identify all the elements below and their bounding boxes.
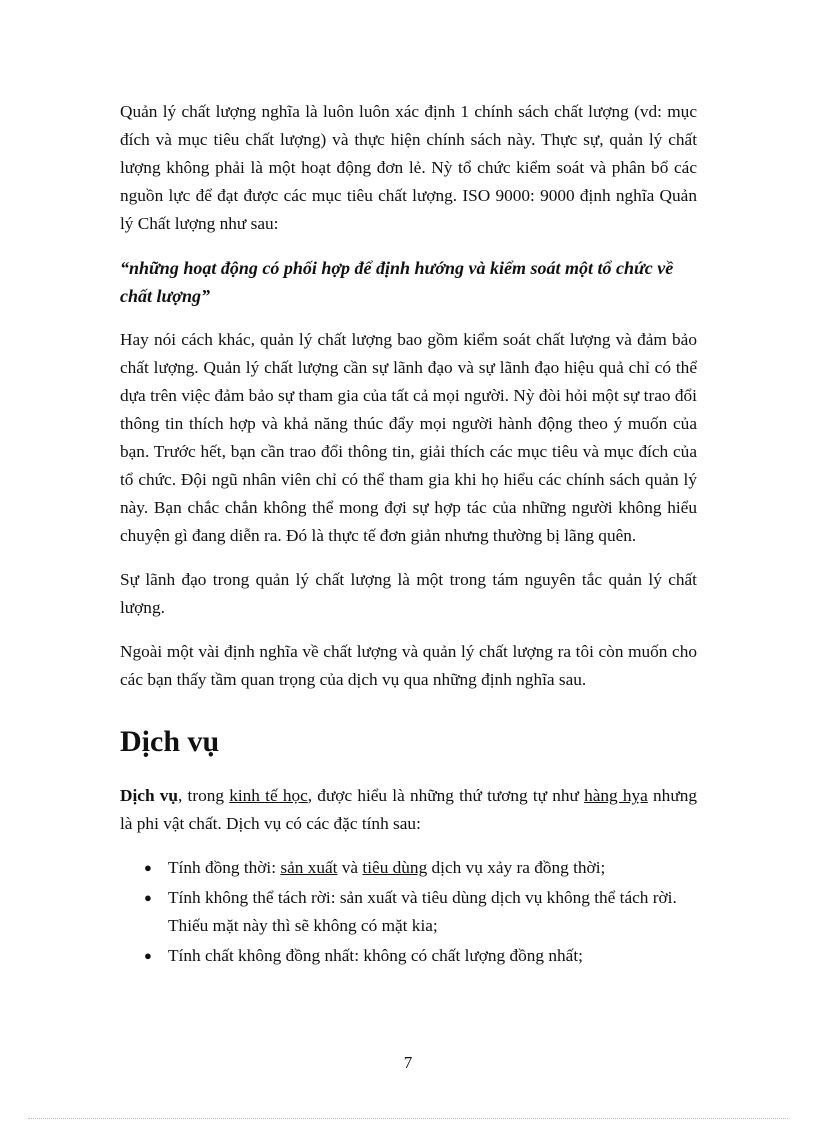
b1-prefix: Tính đồng thời: <box>168 858 281 877</box>
paragraph-quality-management-definition: Quản lý chất lượng nghĩa là luôn luôn xác định 1 chính sách chất lượng (vd: mục đích và mục tiêu chất lượng) và thực hiện chính sách này. Thực sự, quản lý chất lượng không phải là một hoạt động đơn lẻ. Nỳ tổ chức kiểm soát và phân bổ các nguồn lực để đạt được các mục tiêu chất lượng. ISO 9000: 9000 định nghĩa Quản lý Chất lượng như sau: <box>120 102 697 233</box>
bullet-icon: ● <box>144 860 152 875</box>
bullet-icon: ● <box>144 948 152 963</box>
section-heading-services: Dịch vụ <box>120 725 220 758</box>
paragraph-service-importance: Ngoài một vài định nghĩa về chất lượng và quản lý chất lượng ra tôi còn muốn cho các bạn thấy tầm quan trọng của dịch vụ qua những định nghĩa sau. <box>120 642 697 689</box>
list-item <box>120 884 697 940</box>
paragraph-leadership-principle: Sự lãnh đạo trong quản lý chất lượng là một trong tám nguyên tắc quản lý chất lượng. <box>120 570 697 617</box>
intro-text-2: , được hiểu là những thứ tương tự như <box>307 786 585 805</box>
b3-text: Tính chất không đồng nhất: không có chất lượng đồng nhất; <box>168 946 583 965</box>
service-characteristics-list <box>120 854 697 970</box>
footer-divider <box>28 1118 788 1119</box>
link-consumption[interactable]: tiêu dùng <box>362 858 428 877</box>
iso-quote: “những hoạt động có phối hợp để định hướng và kiểm soát một tổ chức về chất lượng” <box>120 258 674 306</box>
paragraph-service-intro <box>120 782 697 838</box>
document-page <box>120 98 697 972</box>
bullet-icon: ● <box>144 890 152 905</box>
term-service: Dịch vụ <box>120 786 179 805</box>
paragraph-quality-leadership: Hay nói cách khác, quản lý chất lượng bao gồm kiểm soát chất lượng và đảm bảo chất lượng. Quản lý chất lượng cần sự lãnh đạo và sự lãnh đạo hiệu quả chỉ có thể dựa trên việc đảm bảo sự tham gia của tất cả mọi người. Nỳ đòi hỏi một sự trao đổi thông tin thích hợp và khả năng thúc đẩy mọi người hành động theo ý muốn của bạn. Trước hết, bạn cần trao đổi thông tin, giải thích các mục tiêu và mục đích của tổ chức. Đội ngũ nhân viên chỉ có thể tham gia khi họ hiểu các chính sách quản lý này. Bạn chắc chắn không thể mong đợi sự hợp tác của những người không hiểu chuyện gì đang diễn ra. Đó là thực tế đơn giản nhưng thường bị lãng quên. <box>120 330 697 545</box>
intro-text-1: , trong <box>178 786 230 805</box>
b1-suffix: dịch vụ xảy ra đồng thời; <box>427 858 606 877</box>
link-goods[interactable]: hàng hỵa <box>584 786 648 805</box>
link-production[interactable]: sản xuất <box>280 858 338 877</box>
list-item <box>120 942 697 970</box>
list-item <box>120 854 697 882</box>
page-number: 7 <box>403 1053 413 1072</box>
b2-text: Tính không thể tách rời: sản xuất và tiêu dùng dịch vụ không thể tách rời. Thiếu mặt này thì sẽ không có mặt kia; <box>168 888 677 935</box>
b1-mid: và <box>337 858 363 877</box>
intro-text-3: nhưng là phi vật chất. Dịch vụ có các đặc tính sau: <box>120 786 697 833</box>
link-economics[interactable]: kinh tế học <box>229 786 308 805</box>
